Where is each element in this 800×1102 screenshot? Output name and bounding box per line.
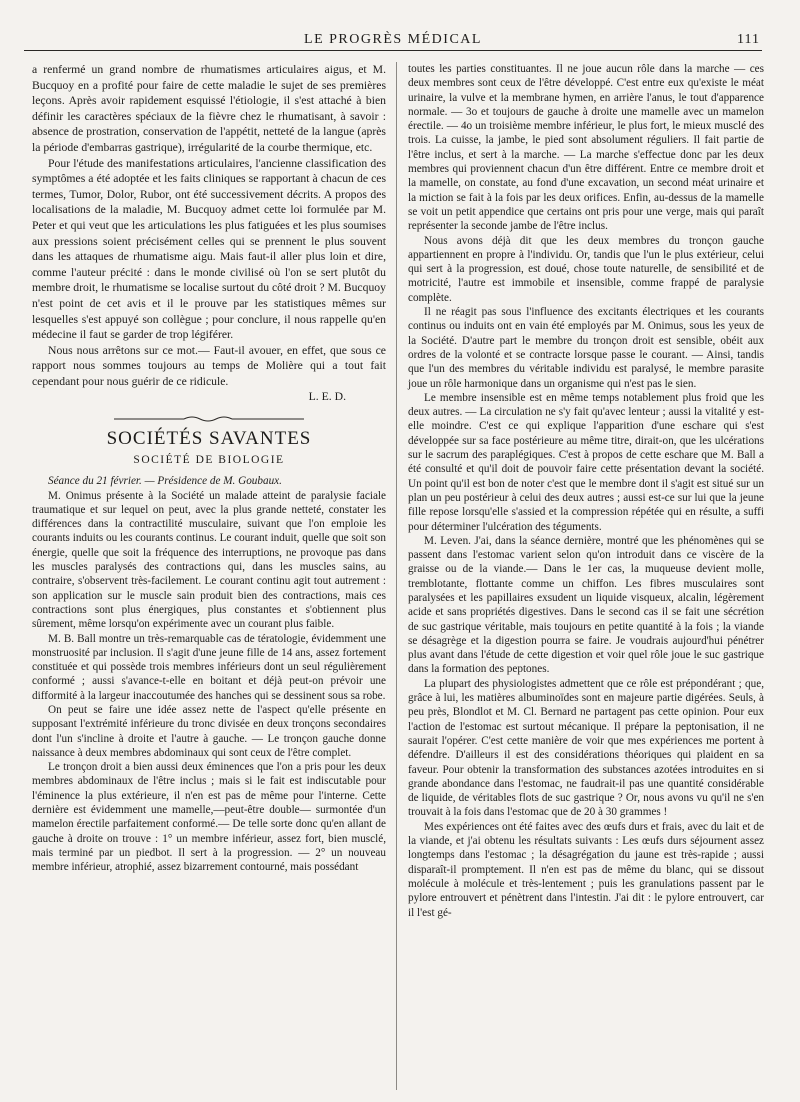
paragraph: toutes les parties constituantes. Il ne joue aucun rôle dans la marche — ces deux membres sont ceux de l'être développé. C'est entre eux qu'existe le méat urinaire, la vulve et la membrane hymen, en arrière l'anus, le tout d'apparence normale. — 3o et toujours de gauche à droite une mamelle avec un mamelon érectile. — 4o un troisième membre inférieur, le plus fort, le mieux musclé des trois. La cuisse, la jambe, le pied sont absolument réguliers. Il fait partie de l'être inclus, et sert à la marche. — La marche s'effectue donc par les deux membres qui proviennent chacun d'un être différent. Entre ce membre droit et la mamelle, on constate, au fond d'une excavation, un second méat urinaire et la miction se fait à la fois par les deux orifices. Enfin, au-dessus de la mamelle se voit un petit appendice que certains ont pris pour une verge, mais qui paraît représenter la seconde jambe de l'être inclus. [408,63,764,233]
paragraph: Nous nous arrêtons sur ce mot.— Faut-il avouer, en effet, que sous ce rapport nous sommes toujours au temps de Molière qui a tout fait cependant pour nous guérir de ce ridicule. [32,343,386,388]
paragraph: Nous avons déjà dit que les deux membres du tronçon gauche appartiennent en propre à l'individu. Or, tandis que l'un le plus extérieur, celui qui sert à la progression, est doué, chose toute naturelle, de sensibilité et de motricité, l'autre est immobile et insensible, comme frappé de paralysie complète. [408,234,764,304]
paragraph: Pour l'étude des manifestations articulaires, l'ancienne classification des symptômes a été adoptée et les faits cliniques se rapportant à chacun de ces termes, Tumor, Dolor, Rubor, ont été successivement décrits. A propos des localisations de la maladie, M. Bucquoy admet cette loi formulée par M. Peter et qui veut que les articulations les plus fatiguées et les plus soumises aux pressions soient précisément celles qui se prennent le plus souvent dans les attaques de rhumatisme aigu. Mais faut-il aller plus loin et dire, comme l'auteur précité : dans le monde civilisé où l'on se sert plutôt du membre droit, le rhumatisme se localise surtout du côté droit ? M. Bucquoy n'est point de cet avis et il le prouve par les statistiques mêmes sur lesquelles s'est appuyé son collègue ; pour conclure, il nous rappelle qu'en médecine il faut se garder de trop légiférer. [32,156,386,342]
paragraph: Le tronçon droit a bien aussi deux éminences que l'on a pris pour les deux membres abdominaux de l'être inclus ; mais si le fait est indiscutable pour l'éminence la plus extérieure, il n'en est pas de même pour l'interne. Cette dernière est évidemment une mamelle,—peut-être double— surmontée d'un mamelon érectile parfaitement conformé.— De telle sorte donc qu'en allant de gauche à droite on trouve : 1° un membre inférieur, assez fort, bien musclé, mais terminé par un piedbot. Il sert à la progression. — 2° un nouveau membre inférieur, atrophié, assez bizarrement contourné, mais possédant [32,761,386,874]
paragraph: On peut se faire une idée assez nette de l'aspect qu'elle présente en supposant l'extrémité inférieure du tronc divisée en deux tronçons secondaires dont l'un s'incline à droite et l'autre à gauche. — Le tronçon gauche donne naissance à deux membres abdominaux qui sont ceux de l'être complet. [32,704,386,759]
left-column [32,62,386,875]
ornament-divider [114,415,304,423]
session-header: Séance du 21 février. — Présidence de M. Goubaux. [48,475,282,488]
right-column [408,62,764,920]
page-number: 111 [737,32,760,47]
column-divider [396,62,397,1090]
publication-title: LE PROGRÈS MÉDICAL [304,32,482,47]
society-title: SOCIÉTÉ DE BIOLOGIE [133,453,285,466]
author-signature: L. E. D. [308,390,346,404]
paragraph: Le membre insensible est en même temps notablement plus froid que les deux autres. — La circulation ne s'y fait qu'avec lenteur ; aussi la vitalité y est-elle moindre. C'est ce qui explique l'apparition d'une eschare qui s'est développée sur sa face postérieure au même titre, dirait-on, que les ulcérations sur le sacrum des paraplégiques. C'est à propos de cette eschare que M. Ball a été consulté et qu'il doit de pouvoir faire cette présentation devant la société. Un point qu'il est bon de noter c'est que le membre dont il s'agit est situé sur un plan un peu postérieur à celui des deux autres ; aussi est-ce sur lui que la jeune fille repose lorsqu'elle s'assied et la compression répétée qui en résulte, a suffi pour déterminer l'ulcération des téguments. [408,391,764,533]
paragraph: a renfermé un grand nombre de rhumatismes articulaires aigus, et M. Bucquoy en a profité pour faire de cette maladie le sujet de ses premières leçons. Après avoir rapidement esquissé l'étiologie, il s'est attaché à bien définir les caractères spéciaux de la fièvre chez le rhumatisant, à savoir : absence de prostration, conservation de l'appétit, netteté de la langue (après la période d'embarras gastrique), irrégularité de la courbe thermique, etc. [32,63,386,154]
paragraph: Il ne réagit pas sous l'influence des excitants électriques et les courants continus ou induits ont en vain été employés par M. Onimus, sous les yeux de la Société. D'autre part le membre du tronçon droit est sensible, obéit aux ordres de la volonté et se contracte lorsque passe le courant. — Ainsi, tandis que l'un des membres du véritable individu est paralysé, le membre parasite joue un rôle harmonique dans un organisme qui n'est pas le sien. [408,306,764,390]
paragraph: M. B. Ball montre un très-remarquable cas de tératologie, évidemment une monstruosité par inclusion. Il s'agit d'une jeune fille de 14 ans, assez fortement constituée et qui possède trois membres inférieurs dont un seul régulièrement conformé ; aussi s'avance-t-elle en boitant et déjà peut-on prévoir une difformité à la largeur inaccoutumée des hanches qui se dessinent sous sa robe. [32,632,386,702]
section-title: SOCIÉTÉS SAVANTES [106,428,312,450]
paragraph: M. Onimus présente à la Société un malade atteint de paralysie faciale traumatique et sur lequel on peut, avec la plus grande netteté, constater les différences dans la contractilité musculaire, suivant que l'on emploie les courants induits ou les courants continus. Le courant induit, quelle que soit son énergie, quelle que soit la fréquence des interruptions, ne provoque pas dans les muscles paralysés des contractions qui, dans les muscles sains, au contraire, s'observent très-facilement. Le courant continu agit tout autrement : son application sur le muscle sain produit bien des contractions, mais ces contractions sont plus énergiques, plus constantes et s'obtiennent plus sûrement, même lorsqu'on expérimente avec un courant plus faible. [32,489,386,631]
page-header [24,28,762,51]
paragraph: La plupart des physiologistes admettent que ce rôle est prépondérant ; que, grâce à lui, les matières albuminoïdes sont en majeure partie digérées. Seuls, à peu près, Blondlot et M. Cl. Bernard ne partagent pas cette opinion. Pour eux l'action de l'estomac est surtout mécanique. Il prépare la peptonisation, il ne saurait l'opérer. C'est cette manière de voir que mes expériences me portent à défendre. D'ailleurs il est des considérations théoriques qui plaident en sa faveur. Pour obtenir la transformation des substances azotées introduites en si grande abondance dans l'estomac, ne faudrait-il pas une quantité considérable de liquide, de véritables flots de suc gastrique ? Or, nous avons vu qu'il ne s'en trouvait à la fois dans l'estomac que de 20 à 30 grammes ! [408,677,764,819]
paragraph: Mes expériences ont été faites avec des œufs durs et frais, avec du lait et de la viande, et j'ai obtenu les résultats suivants : Les œufs durs séjournent assez longtemps dans l'estomac ; la désagrégation du jaune est très-rapide ; aussi disparaît-il promptement. Il n'en est pas de même du blanc, qui se dissout molécule à molécule et très-lentement ; puis les granulations passent par le pylore entrouvert et pénètrent dans l'intestin. J'ai dit : le pylore entrouvert, car il l'est gé- [408,820,764,919]
paragraph: M. Leven. J'ai, dans la séance dernière, montré que les phénomènes qui se passent dans l'estomac varient selon qu'on introduit dans ce viscère de la graisse ou de la viande.— Dans le 1er cas, la muqueuse devient molle, tremblotante, flottante comme un chiffon. Les fibres musculaires sont paralysées et les papillaires exsudent un liquide visqueux, alcalin, légèrement acide et sans propriétés digestives. Dans le second cas il se fait une sécrétion de suc gastrique véritable, mais toujours en petite quantité à la fois ; la viande se désagrège et la digestion pourra se faire. Je voudrais aujourd'hui pénétrer plus avant dans l'étude de cette digestion et voir quel rôle joue le suc gastrique dans la formation des peptones. [408,534,764,676]
